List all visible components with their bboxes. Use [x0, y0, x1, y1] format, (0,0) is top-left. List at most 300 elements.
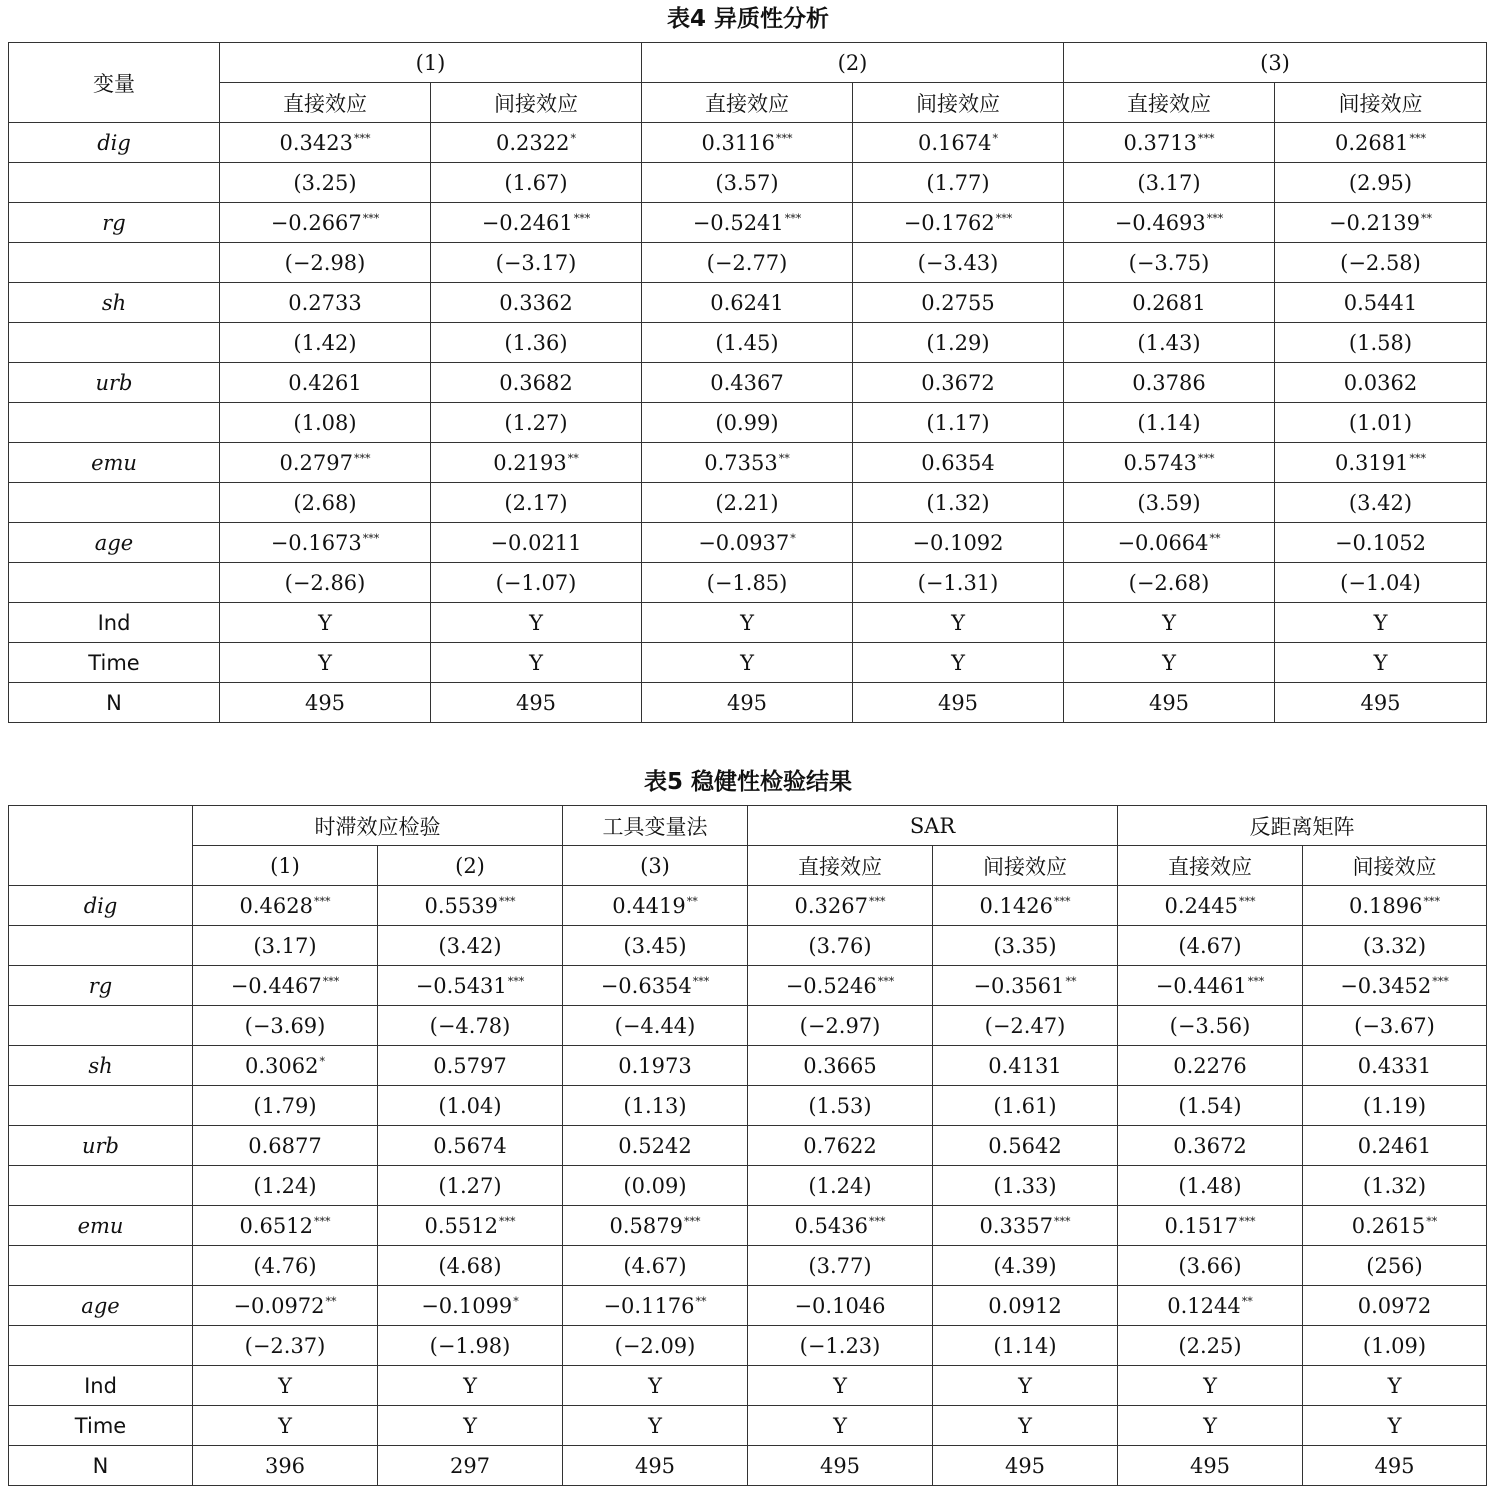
table4-tstat-row [9, 243, 1487, 283]
coef-value: 0.4367 [710, 370, 784, 395]
coef-value: 0.5642 [988, 1133, 1062, 1158]
significance-stars: *** [775, 131, 793, 145]
table4-tstat-cell: (−1.31) [853, 563, 1064, 603]
table5-group-header-row [9, 806, 1487, 846]
table4-control-row [9, 603, 1487, 643]
table5-tstat-cell: (1.53) [748, 1086, 933, 1126]
table4-tstat-cell: (1.27) [431, 403, 642, 443]
table4-control-cell: 495 [853, 683, 1064, 723]
significance-stars: *** [498, 894, 516, 908]
significance-stars: * [513, 1294, 519, 1308]
significance-stars: ** [1209, 531, 1221, 545]
table4-coef-cell [1064, 203, 1275, 243]
coef-value: 0.1517 [1164, 1213, 1238, 1238]
table4-tstat-cell: (1.17) [853, 403, 1064, 443]
table5-control-label: Time [9, 1406, 193, 1446]
table5-coef-cell [563, 1046, 748, 1086]
table5-control-cell: 297 [378, 1446, 563, 1486]
table4-coef-cell [1275, 283, 1487, 323]
table5-coef-cell [933, 1126, 1118, 1166]
table4-coef-cell [642, 123, 853, 163]
coef-value: 0.5743 [1123, 450, 1197, 475]
table4-tstat-cell: (1.32) [853, 483, 1064, 523]
table5-tstat-row [9, 1086, 1487, 1126]
table4-empty-cell [9, 403, 220, 443]
significance-stars: ** [695, 1294, 707, 1308]
table5-control-cell: Y [933, 1366, 1118, 1406]
table4-coef-cell [431, 363, 642, 403]
table5-tstat-cell: (3.76) [748, 926, 933, 966]
table5-tstat-cell: (2.25) [1118, 1326, 1303, 1366]
significance-stars: * [790, 531, 796, 545]
table4-control-cell: Y [220, 603, 431, 643]
table4-coef-row [9, 203, 1487, 243]
table5-coef-cell [378, 1206, 563, 1246]
table4-tstat-cell: (2.21) [642, 483, 853, 523]
table5-coef-cell [1303, 886, 1487, 926]
table5-control-cell: Y [563, 1366, 748, 1406]
table4-control-row [9, 643, 1487, 683]
significance-stars: *** [1206, 211, 1224, 225]
table4-tstat-cell: (1.43) [1064, 323, 1275, 363]
coef-value: −0.6354 [600, 973, 692, 998]
table5-coef-row [9, 886, 1487, 926]
coef-value: −0.2461 [481, 210, 573, 235]
table4-var-label: age [9, 523, 220, 563]
table5-control-cell: 396 [193, 1446, 378, 1486]
coef-value: −0.0972 [233, 1293, 325, 1318]
table5-coef-cell [748, 1126, 933, 1166]
coef-value: −0.0664 [1117, 530, 1209, 555]
table4-control-cell: Y [1064, 603, 1275, 643]
table5-control-cell: Y [1303, 1406, 1487, 1446]
coef-value: −0.4461 [1155, 973, 1247, 998]
table4-control-cell: Y [642, 603, 853, 643]
table4-tstat-cell: (2.95) [1275, 163, 1487, 203]
table4-control-cell: Y [431, 603, 642, 643]
coef-value: −0.3452 [1340, 973, 1432, 998]
table5-subheader: 直接效应 [748, 846, 933, 886]
table4-coef-cell [1064, 443, 1275, 483]
table5-coef-cell [1303, 1286, 1487, 1326]
table5-tstat-cell: (−3.56) [1118, 1006, 1303, 1046]
significance-stars: *** [353, 451, 371, 465]
table5-coef-cell [378, 1286, 563, 1326]
table4-coef-cell [642, 443, 853, 483]
table5-tstat-cell: (−2.37) [193, 1326, 378, 1366]
table4-tstat-cell: (3.42) [1275, 483, 1487, 523]
table4-coef-cell [220, 203, 431, 243]
table4-control-cell: 495 [642, 683, 853, 723]
table5-coef-cell [1118, 886, 1303, 926]
table5-tstat-cell: (3.45) [563, 926, 748, 966]
table5-coef-cell [563, 1286, 748, 1326]
table4-tstat-cell: (1.08) [220, 403, 431, 443]
table5-coef-cell [378, 1126, 563, 1166]
table5-coef-cell [193, 1126, 378, 1166]
table5-coef-row [9, 966, 1487, 1006]
table5-coef-row [9, 1206, 1487, 1246]
coef-value: 0.7622 [803, 1133, 877, 1158]
coef-value: 0.1896 [1349, 893, 1423, 918]
table5-tstat-cell: (4.67) [563, 1246, 748, 1286]
table5-control-cell: 495 [1303, 1446, 1487, 1486]
coef-value: 0.3665 [803, 1053, 877, 1078]
significance-stars: *** [507, 974, 525, 988]
table4-var-label: sh [9, 283, 220, 323]
table4-tstat-cell: (−2.58) [1275, 243, 1487, 283]
table5-tstat-cell: (3.35) [933, 926, 1118, 966]
table5-control-cell: Y [748, 1366, 933, 1406]
table5-tstat-cell: (−3.67) [1303, 1006, 1487, 1046]
table4-subheader-row [9, 83, 1487, 123]
table4-coef-cell [220, 363, 431, 403]
table5-coef-cell [1303, 1126, 1487, 1166]
table5-group-header: 时滞效应检验 [193, 806, 563, 846]
coef-value: 0.2276 [1173, 1053, 1247, 1078]
table5-coef-cell [1118, 1046, 1303, 1086]
table4-coef-cell [853, 443, 1064, 483]
table5-caption: 表5 稳健性检验结果 [643, 769, 852, 795]
table5-tstat-cell: (1.24) [748, 1166, 933, 1206]
significance-stars: *** [1238, 1214, 1256, 1228]
table5-tstat-cell: (−2.47) [933, 1006, 1118, 1046]
table5-coef-cell [748, 886, 933, 926]
table5-group-header: 工具变量法 [563, 806, 748, 846]
table5-subheader: 间接效应 [1303, 846, 1487, 886]
coef-value: −0.0211 [490, 530, 582, 555]
table5-coef-cell [748, 966, 933, 1006]
table5-subheader: (2) [378, 846, 563, 886]
table4-tstat-cell: (1.14) [1064, 403, 1275, 443]
table5-tstat-cell: (1.09) [1303, 1326, 1487, 1366]
table4-caption: 表4 异质性分析 [666, 6, 829, 32]
table5-tstat-cell: (−1.23) [748, 1326, 933, 1366]
coef-value: 0.3362 [499, 290, 573, 315]
table4-tstat-cell: (1.67) [431, 163, 642, 203]
table4-coef-cell [1275, 443, 1487, 483]
table4 [8, 42, 1487, 723]
coef-value: 0.3672 [1173, 1133, 1247, 1158]
table4-tstat-cell: (−2.68) [1064, 563, 1275, 603]
coef-value: 0.6512 [239, 1213, 313, 1238]
table4-subheader: 直接效应 [220, 83, 431, 123]
table4-tstat-cell: (1.01) [1275, 403, 1487, 443]
significance-stars: *** [868, 894, 886, 908]
table4-empty-cell [9, 483, 220, 523]
table4-control-cell: Y [1275, 643, 1487, 683]
table5-coef-cell [193, 1206, 378, 1246]
table4-coef-cell [220, 523, 431, 563]
table5-subheader: (3) [563, 846, 748, 886]
coef-value: −0.1176 [603, 1293, 695, 1318]
table4-tstat-row [9, 163, 1487, 203]
table4-coef-cell [853, 203, 1064, 243]
table5-coef-cell [748, 1286, 933, 1326]
coef-value: 0.5436 [794, 1213, 868, 1238]
table5-control-cell: Y [933, 1406, 1118, 1446]
table5-tstat-cell: (3.42) [378, 926, 563, 966]
coef-value: 0.4261 [288, 370, 362, 395]
table5-control-row [9, 1446, 1487, 1486]
table5-coef-cell [378, 1046, 563, 1086]
table4-coef-cell [1275, 123, 1487, 163]
table5-coef-row [9, 1126, 1487, 1166]
table4-empty-cell [9, 163, 220, 203]
table4-tstat-cell: (−3.75) [1064, 243, 1275, 283]
coef-value: 0.4131 [988, 1053, 1062, 1078]
table4-subheader: 直接效应 [642, 83, 853, 123]
table5-coef-row [9, 1286, 1487, 1326]
coef-value: −0.4693 [1114, 210, 1206, 235]
significance-stars: *** [313, 1214, 331, 1228]
coef-value: 0.2445 [1164, 893, 1238, 918]
coef-value: −0.1052 [1334, 530, 1427, 555]
table4-var-label: emu [9, 443, 220, 483]
significance-stars: *** [683, 1214, 701, 1228]
coef-value: 0.2461 [1357, 1133, 1432, 1158]
coef-value: 0.1244 [1167, 1293, 1241, 1318]
table4-control-cell: Y [853, 643, 1064, 683]
table5-var-label: emu [9, 1206, 193, 1246]
significance-stars: ** [1421, 211, 1433, 225]
table5-empty-cell [9, 1326, 193, 1366]
significance-stars: *** [877, 974, 895, 988]
table4-control-cell: 495 [220, 683, 431, 723]
significance-stars: ** [1241, 1294, 1253, 1308]
coef-value: 0.5879 [609, 1213, 683, 1238]
significance-stars: *** [498, 1214, 516, 1228]
table5-var-label: dig [9, 886, 193, 926]
table4-coef-row [9, 363, 1487, 403]
table5-coef-cell [1118, 1126, 1303, 1166]
coef-value: −0.1046 [794, 1293, 886, 1318]
coef-value: 0.2681 [1132, 290, 1206, 315]
table4-group-header: (2) [642, 43, 1064, 83]
table5-coef-cell [933, 966, 1118, 1006]
table5-control-cell: Y [1118, 1366, 1303, 1406]
table4-coef-cell [431, 523, 642, 563]
table5-tstat-cell: (4.39) [933, 1246, 1118, 1286]
table4-subheader: 间接效应 [431, 83, 642, 123]
coef-value: 0.3672 [921, 370, 995, 395]
significance-stars: *** [353, 131, 371, 145]
table4-tstat-row [9, 323, 1487, 363]
table5-coef-row [9, 1046, 1487, 1086]
table5-var-label: age [9, 1286, 193, 1326]
table4-coef-cell [853, 283, 1064, 323]
table4-control-cell: 495 [431, 683, 642, 723]
table5-tstat-cell: (4.68) [378, 1246, 563, 1286]
table4-group-header: (3) [1064, 43, 1487, 83]
coef-value: 0.5512 [424, 1213, 498, 1238]
table5-coef-cell [563, 1126, 748, 1166]
table5-tstat-cell: (0.09) [563, 1166, 748, 1206]
significance-stars: ** [686, 894, 698, 908]
table4-tstat-cell: (1.29) [853, 323, 1064, 363]
table4-tstat-cell: (−3.43) [853, 243, 1064, 283]
coef-value: 0.2322 [496, 130, 570, 155]
coef-value: −0.5246 [785, 973, 877, 998]
table4-coef-cell [431, 203, 642, 243]
table5-control-row [9, 1406, 1487, 1446]
significance-stars: ** [567, 451, 579, 465]
coef-value: 0.5674 [433, 1133, 507, 1158]
table5-coef-cell [1118, 1286, 1303, 1326]
table4-var-label: urb [9, 363, 220, 403]
coef-value: 0.0912 [988, 1293, 1062, 1318]
table4-control-cell: Y [642, 643, 853, 683]
table5-control-label: N [9, 1446, 193, 1486]
table5-control-row [9, 1366, 1487, 1406]
table4-tstat-cell: (−2.98) [220, 243, 431, 283]
table4-tstat-cell: (1.42) [220, 323, 431, 363]
coef-value: 0.5797 [433, 1053, 507, 1078]
coef-value: 0.3062 [245, 1053, 319, 1078]
coef-value: 0.6241 [710, 290, 784, 315]
table4-coef-cell [853, 123, 1064, 163]
significance-stars: *** [1247, 974, 1265, 988]
table5-tstat-cell: (3.17) [193, 926, 378, 966]
coef-value: 0.7353 [704, 450, 778, 475]
table4-tstat-cell: (1.58) [1275, 323, 1487, 363]
table4-tstat-cell: (3.59) [1064, 483, 1275, 523]
coef-value: 0.0972 [1357, 1293, 1432, 1318]
table4-control-cell: Y [220, 643, 431, 683]
table5-group-header: 反距离矩阵 [1118, 806, 1487, 846]
coef-value: −0.3561 [973, 973, 1065, 998]
table5-tstat-cell: (3.32) [1303, 926, 1487, 966]
table5-coef-cell [193, 1046, 378, 1086]
significance-stars: *** [995, 211, 1013, 225]
significance-stars: ** [325, 1294, 337, 1308]
table5-control-cell: Y [193, 1366, 378, 1406]
table5-tstat-row [9, 1326, 1487, 1366]
table4-coef-cell [642, 203, 853, 243]
table4-empty-cell [9, 243, 220, 283]
significance-stars: * [570, 131, 576, 145]
table5 [8, 805, 1487, 1486]
table5-tstat-cell: (−3.69) [193, 1006, 378, 1046]
significance-stars: *** [362, 531, 380, 545]
table4-control-cell: Y [853, 603, 1064, 643]
table4-coef-cell [431, 443, 642, 483]
table4-tstat-cell: (2.68) [220, 483, 431, 523]
table5-coef-cell [563, 1206, 748, 1246]
table4-coef-row [9, 123, 1487, 163]
significance-stars: *** [322, 974, 340, 988]
table5-tstat-cell: (−1.98) [378, 1326, 563, 1366]
coef-value: 0.5242 [618, 1133, 692, 1158]
table5-tstat-cell: (4.67) [1118, 926, 1303, 966]
table4-coef-cell [642, 363, 853, 403]
coef-value: −0.5241 [692, 210, 784, 235]
table4-tstat-cell: (−1.07) [431, 563, 642, 603]
table5-coef-cell [378, 886, 563, 926]
table5-coef-cell [1303, 966, 1487, 1006]
table4-var-header: 变量 [9, 43, 220, 123]
coef-value: 0.3682 [499, 370, 573, 395]
table5-tstat-row [9, 1166, 1487, 1206]
table5-coef-cell [933, 886, 1118, 926]
significance-stars: *** [1409, 131, 1426, 145]
table5-subheader: (1) [193, 846, 378, 886]
coef-value: 0.2615 [1351, 1213, 1426, 1238]
significance-stars: *** [1423, 894, 1440, 908]
table4-coef-row [9, 443, 1487, 483]
coef-value: −0.1762 [903, 210, 995, 235]
coef-value: 0.5539 [424, 893, 498, 918]
table5-tstat-row [9, 1246, 1487, 1286]
table5-control-cell: Y [563, 1406, 748, 1446]
coef-value: −0.4467 [230, 973, 322, 998]
table5-empty-cell [9, 1246, 193, 1286]
table5-var-label: urb [9, 1126, 193, 1166]
coef-value: 0.4419 [612, 893, 686, 918]
table5-tstat-cell: (1.61) [933, 1086, 1118, 1126]
table4-tstat-cell: (3.17) [1064, 163, 1275, 203]
table4-tstat-cell: (3.25) [220, 163, 431, 203]
table4-control-cell: 495 [1275, 683, 1487, 723]
coef-value: 0.3116 [701, 130, 775, 155]
table4-control-label: Time [9, 643, 220, 683]
table4-coef-cell [853, 363, 1064, 403]
table4-coef-cell [220, 283, 431, 323]
coef-value: 0.2797 [279, 450, 353, 475]
significance-stars: ** [1426, 1214, 1438, 1228]
table4-tstat-cell: (0.99) [642, 403, 853, 443]
table4-control-cell: 495 [1064, 683, 1275, 723]
table5-coef-cell [193, 1286, 378, 1326]
coef-value: −0.5431 [415, 973, 507, 998]
coef-value: 0.1426 [979, 893, 1053, 918]
table5-tstat-cell: (1.13) [563, 1086, 748, 1126]
table4-group-header: (1) [220, 43, 642, 83]
significance-stars: *** [1238, 894, 1256, 908]
table4-coef-cell [1275, 523, 1487, 563]
table5-coef-cell [748, 1046, 933, 1086]
table5-tstat-cell: (−4.44) [563, 1006, 748, 1046]
table4-coef-row [9, 523, 1487, 563]
table5-tstat-cell: (1.54) [1118, 1086, 1303, 1126]
table4-empty-cell [9, 563, 220, 603]
table4-coef-cell [1064, 523, 1275, 563]
table4-coef-cell [1275, 203, 1487, 243]
table4-tstat-cell: (−1.85) [642, 563, 853, 603]
table4-tstat-cell: (1.36) [431, 323, 642, 363]
table4-tstat-row [9, 483, 1487, 523]
table5-control-cell: Y [378, 1366, 563, 1406]
table5-var-label: sh [9, 1046, 193, 1086]
table4-coef-cell [642, 283, 853, 323]
table5-control-cell: Y [1118, 1406, 1303, 1446]
table4-subheader: 间接效应 [1275, 83, 1487, 123]
table5-control-cell: Y [748, 1406, 933, 1446]
significance-stars: *** [313, 894, 331, 908]
significance-stars: *** [784, 211, 802, 225]
table5-tstat-cell: (−2.97) [748, 1006, 933, 1046]
table5-tstat-cell: (1.27) [378, 1166, 563, 1206]
coef-value: 0.5441 [1343, 290, 1418, 315]
table4-var-label: dig [9, 123, 220, 163]
table5-coef-cell [748, 1206, 933, 1246]
table5-tstat-cell: (256) [1303, 1246, 1487, 1286]
table4-tstat-cell: (1.45) [642, 323, 853, 363]
table4-coef-cell [431, 283, 642, 323]
table5-control-cell: 495 [563, 1446, 748, 1486]
table5-tstat-cell: (3.77) [748, 1246, 933, 1286]
table5-tstat-cell: (−4.78) [378, 1006, 563, 1046]
